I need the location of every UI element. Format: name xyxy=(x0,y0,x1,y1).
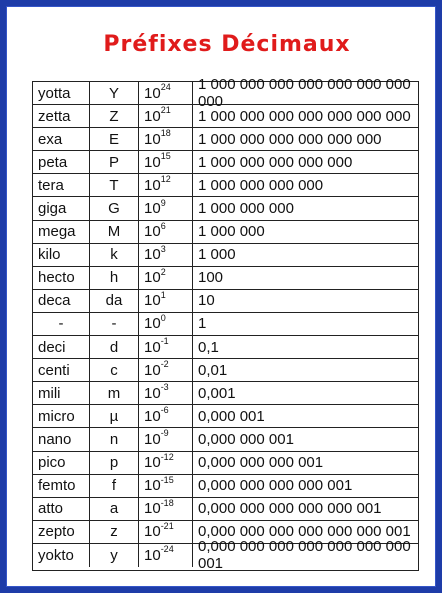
prefix-table xyxy=(32,76,419,573)
power-base: 10 xyxy=(144,523,161,541)
table-row xyxy=(33,475,418,498)
prefix-name: deci xyxy=(33,336,90,358)
power-exponent: 2 xyxy=(160,266,166,277)
power-of-ten xyxy=(139,313,193,335)
decimal-value: 10 xyxy=(198,292,215,310)
power-base: 10 xyxy=(144,246,161,264)
power-base: 10 xyxy=(144,407,161,425)
table-row xyxy=(33,313,418,336)
power-exponent: -3 xyxy=(160,382,169,393)
prefix-symbol: Y xyxy=(90,82,139,104)
power-of-ten xyxy=(139,405,193,427)
prefix-symbol: p xyxy=(90,452,139,474)
power-exponent: -9 xyxy=(160,428,169,439)
prefix-name: yotta xyxy=(33,82,90,104)
power-exponent: 9 xyxy=(160,197,166,208)
prefix-name: peta xyxy=(33,151,90,173)
table-row xyxy=(33,174,418,197)
table-row xyxy=(33,221,418,244)
power-exponent: 21 xyxy=(160,105,171,116)
power-base: 10 xyxy=(144,500,161,518)
power-of-ten xyxy=(139,428,193,450)
decimal-value: 1 000 000 000 000 xyxy=(198,176,324,194)
prefix-symbol: E xyxy=(90,128,139,150)
power-exponent: 0 xyxy=(160,312,166,323)
power-of-ten xyxy=(139,221,193,243)
table-row xyxy=(33,267,418,290)
table-row xyxy=(33,538,418,573)
power-exponent: -12 xyxy=(160,451,174,462)
prefix-symbol: y xyxy=(90,544,139,567)
power-of-ten xyxy=(139,174,193,196)
prefix-name: tera xyxy=(33,174,90,196)
prefix-name: deca xyxy=(33,290,90,312)
decimal-value: 1 000 000 000 000 000 000 000 xyxy=(198,107,411,125)
power-exponent: 3 xyxy=(160,243,166,254)
prefix-symbol: - xyxy=(90,313,139,335)
decimal-value: 1 000 000 xyxy=(198,223,265,241)
prefix-name: yokto xyxy=(33,544,90,567)
power-exponent: -18 xyxy=(160,497,174,508)
power-of-ten xyxy=(139,544,193,567)
power-of-ten xyxy=(139,267,193,289)
power-base: 10 xyxy=(144,430,161,448)
prefix-symbol: d xyxy=(90,336,139,358)
prefix-name: centi xyxy=(33,359,90,381)
table-row xyxy=(33,151,418,174)
prefix-name: nano xyxy=(33,428,90,450)
power-base: 10 xyxy=(144,107,161,125)
power-exponent: -21 xyxy=(160,520,174,531)
decimal-value: 0,1 xyxy=(198,338,219,356)
prefix-name: zepto xyxy=(33,521,90,543)
power-exponent: -1 xyxy=(160,336,169,347)
page-title: Préfixes Décimaux xyxy=(103,32,351,57)
power-base: 10 xyxy=(144,130,161,148)
power-of-ten xyxy=(139,359,193,381)
decimal-value: 1 xyxy=(198,315,207,333)
power-of-ten xyxy=(139,382,193,404)
power-exponent: -24 xyxy=(160,544,174,555)
decimal-value: 1 000 000 000 xyxy=(198,200,294,218)
power-of-ten xyxy=(139,197,193,219)
prefix-symbol: P xyxy=(90,151,139,173)
prefix-symbol: G xyxy=(90,197,139,219)
prefix-symbol: a xyxy=(90,498,139,520)
prefix-symbol: h xyxy=(90,267,139,289)
prefix-name: exa xyxy=(33,128,90,150)
power-of-ten xyxy=(139,128,193,150)
prefix-name: - xyxy=(33,313,90,335)
power-of-ten xyxy=(139,452,193,474)
decimal-value: 0,001 xyxy=(198,384,236,402)
power-exponent: 6 xyxy=(160,220,166,231)
decimal-value: 0,01 xyxy=(198,361,228,379)
decimal-value: 0,000 000 000 000 001 xyxy=(198,477,353,495)
power-exponent: 15 xyxy=(160,151,171,162)
table-row xyxy=(33,290,418,313)
power-base: 10 xyxy=(144,338,161,356)
table-row xyxy=(33,105,418,128)
power-base: 10 xyxy=(144,200,161,218)
decimal-value: 100 xyxy=(198,269,224,287)
power-of-ten xyxy=(139,336,193,358)
power-base: 10 xyxy=(144,454,161,472)
table-row xyxy=(33,359,418,382)
prefix-symbol: m xyxy=(90,382,139,404)
prefix-symbol: c xyxy=(90,359,139,381)
table-row xyxy=(33,128,418,151)
table-row xyxy=(33,382,418,405)
power-of-ten xyxy=(139,151,193,173)
power-of-ten xyxy=(139,244,193,266)
table-row xyxy=(33,336,418,359)
power-exponent: -6 xyxy=(160,405,169,416)
decimal-value: 1 000 xyxy=(198,246,236,264)
power-base: 10 xyxy=(144,546,161,564)
decimal-value: 1 000 000 000 000 000 000 xyxy=(198,130,382,148)
power-of-ten xyxy=(139,82,193,104)
decimal-value: 0,000 000 000 000 000 000 000 001 xyxy=(198,538,411,573)
prefix-symbol: da xyxy=(90,290,139,312)
prefix-symbol: Z xyxy=(90,105,139,127)
prefix-symbol: T xyxy=(90,174,139,196)
decimal-value: 0,000 000 001 xyxy=(198,430,294,448)
power-base: 10 xyxy=(144,384,161,402)
power-base: 10 xyxy=(144,84,161,102)
power-base: 10 xyxy=(144,223,161,241)
power-base: 10 xyxy=(144,477,161,495)
power-base: 10 xyxy=(144,315,161,333)
prefix-name: pico xyxy=(33,452,90,474)
table-row xyxy=(33,405,418,428)
power-exponent: 1 xyxy=(160,289,166,300)
decimal-value: 1 000 000 000 000 000 xyxy=(198,153,353,171)
power-base: 10 xyxy=(144,292,161,310)
prefix-symbol: k xyxy=(90,244,139,266)
prefix-name: atto xyxy=(33,498,90,520)
prefix-name: zetta xyxy=(33,105,90,127)
power-base: 10 xyxy=(144,176,161,194)
prefix-symbol: µ xyxy=(90,405,139,427)
power-exponent: -2 xyxy=(160,359,169,370)
prefix-name: hecto xyxy=(33,267,90,289)
prefix-symbol: z xyxy=(90,521,139,543)
decimal-value: 0,000 000 000 001 xyxy=(198,454,324,472)
table-row xyxy=(33,244,418,267)
prefix-name: micro xyxy=(33,405,90,427)
power-of-ten xyxy=(139,290,193,312)
power-exponent: 24 xyxy=(160,82,171,93)
table-row xyxy=(33,428,418,451)
power-exponent: -15 xyxy=(160,474,174,485)
prefix-name: mega xyxy=(33,221,90,243)
prefix-name: kilo xyxy=(33,244,90,266)
power-of-ten xyxy=(139,498,193,520)
prefix-name: giga xyxy=(33,197,90,219)
table-row xyxy=(33,197,418,220)
power-base: 10 xyxy=(144,153,161,171)
power-exponent: 12 xyxy=(160,174,171,185)
prefix-symbol: M xyxy=(90,221,139,243)
power-of-ten xyxy=(139,475,193,497)
decimal-value: 0,000 001 xyxy=(198,407,265,425)
power-base: 10 xyxy=(144,269,161,287)
prefix-symbol: n xyxy=(90,428,139,450)
decimal-value: 0,000 000 000 000 000 000 001 xyxy=(198,523,411,541)
power-base: 10 xyxy=(144,361,161,379)
prefix-name: mili xyxy=(33,382,90,404)
prefix-symbol: f xyxy=(90,475,139,497)
power-exponent: 18 xyxy=(160,128,171,139)
table-row xyxy=(33,452,418,475)
power-of-ten xyxy=(139,521,193,543)
prefix-name: femto xyxy=(33,475,90,497)
power-of-ten xyxy=(139,105,193,127)
decimal-value: 1 000 000 000 000 000 000 000 000 xyxy=(198,76,411,111)
table-row xyxy=(33,498,418,521)
decimal-value: 0,000 000 000 000 000 001 xyxy=(198,500,382,518)
